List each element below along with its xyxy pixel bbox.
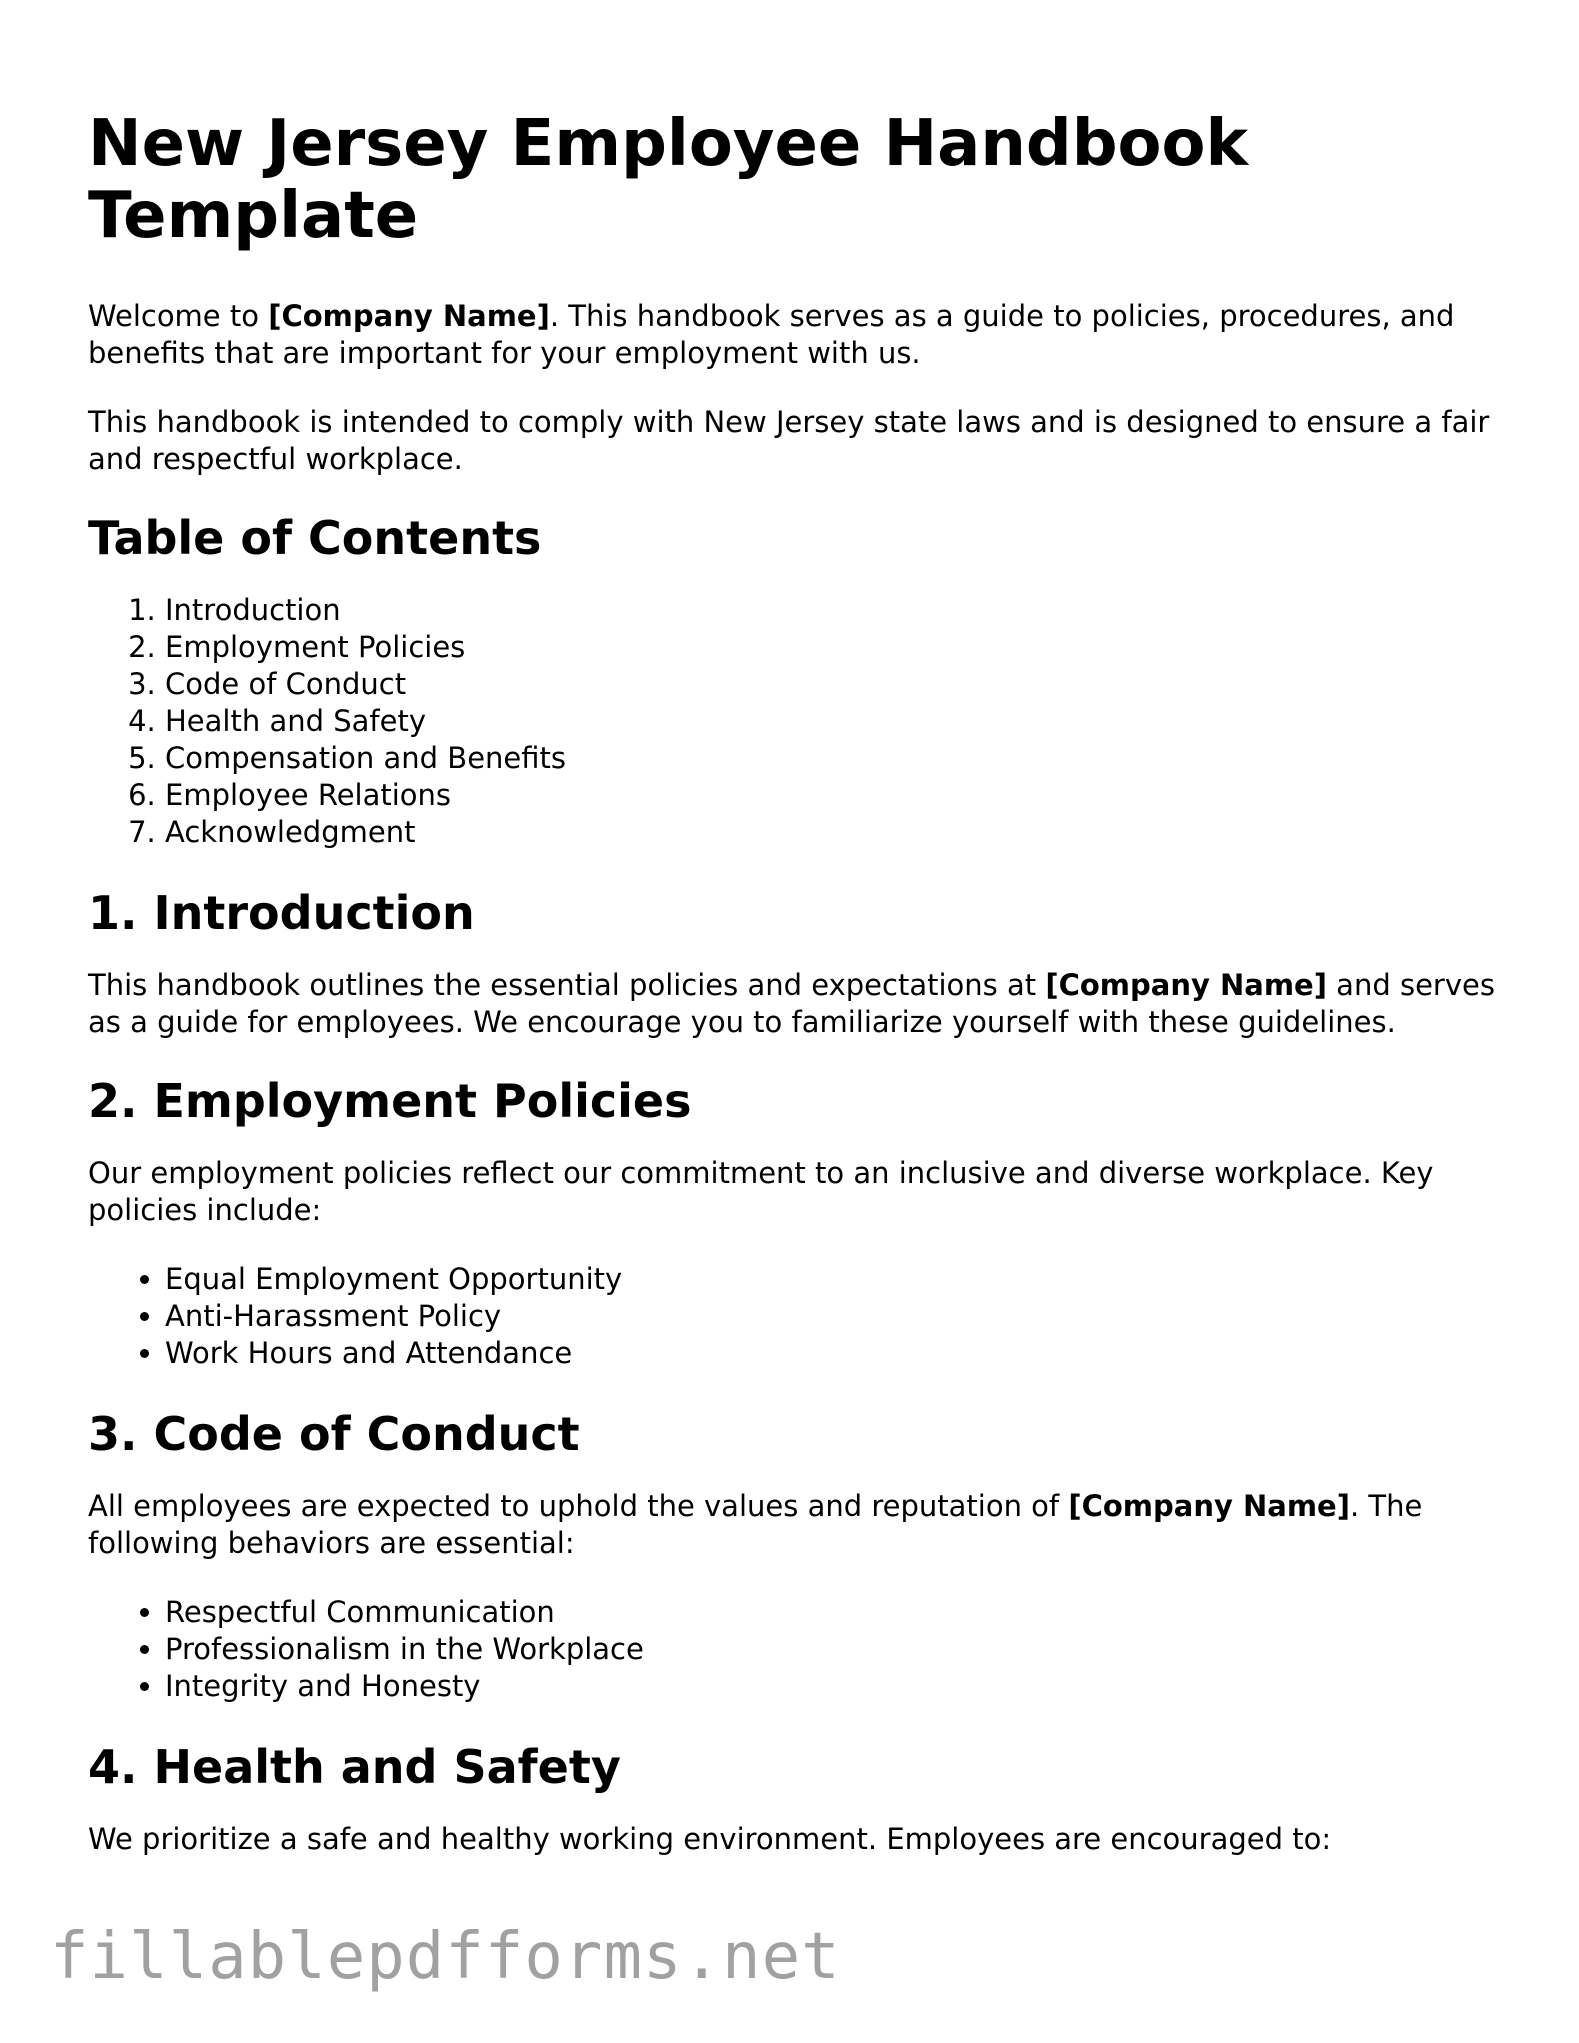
list-item: • Equal Employment Opportunity — [165, 1261, 1508, 1298]
toc-item: 3. Code of Conduct — [165, 666, 1508, 703]
employment-policies-list — [88, 1261, 1508, 1372]
toc-item: 5. Compensation and Benefits — [165, 740, 1508, 777]
employment-policies-heading: 2. Employment Policies — [88, 1074, 692, 1128]
company-name-placeholder: [Company Name] — [1045, 968, 1327, 1002]
health-safety-heading: 4. Health and Safety — [88, 1740, 621, 1794]
introduction-paragraph — [88, 967, 1508, 1041]
toc-item: 7. Acknowledgment — [165, 814, 1508, 851]
toc-item: 6. Employee Relations — [165, 777, 1508, 814]
conduct-text-pre: All employees are expected to uphold the values and reputation of — [88, 1489, 1069, 1523]
list-item: • Respectful Communication — [165, 1594, 1508, 1631]
list-item: • Professionalism in the Workplace — [165, 1631, 1508, 1668]
list-item: • Work Hours and Attendance — [165, 1335, 1508, 1372]
introduction-text-post: and serves as a guide for employees. We encourage you to familiarize yourself with these guidelines. — [88, 968, 1495, 1039]
code-of-conduct-heading: 3. Code of Conduct — [88, 1407, 580, 1461]
health-safety-paragraph: We prioritize a safe and healthy working environment. Employees are encouraged to: — [88, 1822, 1332, 1856]
company-name-placeholder: [Company Name] — [1068, 1489, 1350, 1523]
code-of-conduct-paragraph — [88, 1488, 1508, 1562]
welcome-text-pre: Welcome to — [88, 299, 269, 333]
conduct-text-post: . The following behaviors are essential: — [88, 1489, 1423, 1560]
toc-heading: Table of Contents — [88, 511, 542, 565]
toc-item: 2. Employment Policies — [165, 629, 1508, 666]
toc-list — [88, 592, 1508, 851]
introduction-text-pre: This handbook outlines the essential policies and expectations at — [88, 968, 1046, 1002]
introduction-heading: 1. Introduction — [88, 886, 475, 940]
welcome-text-post: . This handbook serves as a guide to policies, procedures, and benefits that are important for your employment with us. — [88, 299, 1455, 370]
toc-item: 1. Introduction — [165, 592, 1508, 629]
list-item: • Integrity and Honesty — [165, 1668, 1508, 1705]
employment-policies-paragraph: Our employment policies reflect our commitment to an inclusive and diverse workplace. Key policies include: — [88, 1156, 1434, 1227]
document-page — [88, 108, 1508, 1890]
compliance-paragraph: This handbook is intended to comply with New Jersey state laws and is designed to ensure a fair and respectful workplace. — [88, 405, 1490, 476]
welcome-paragraph — [88, 298, 1508, 372]
code-of-conduct-list — [88, 1594, 1508, 1705]
list-item: • Anti-Harassment Policy — [165, 1298, 1508, 1335]
document-title: New Jersey Employee Handbook Template — [88, 107, 1249, 253]
company-name-placeholder: [Company Name] — [268, 299, 550, 333]
watermark: fillablepdfforms.net — [50, 1920, 841, 1994]
toc-item: 4. Health and Safety — [165, 703, 1508, 740]
